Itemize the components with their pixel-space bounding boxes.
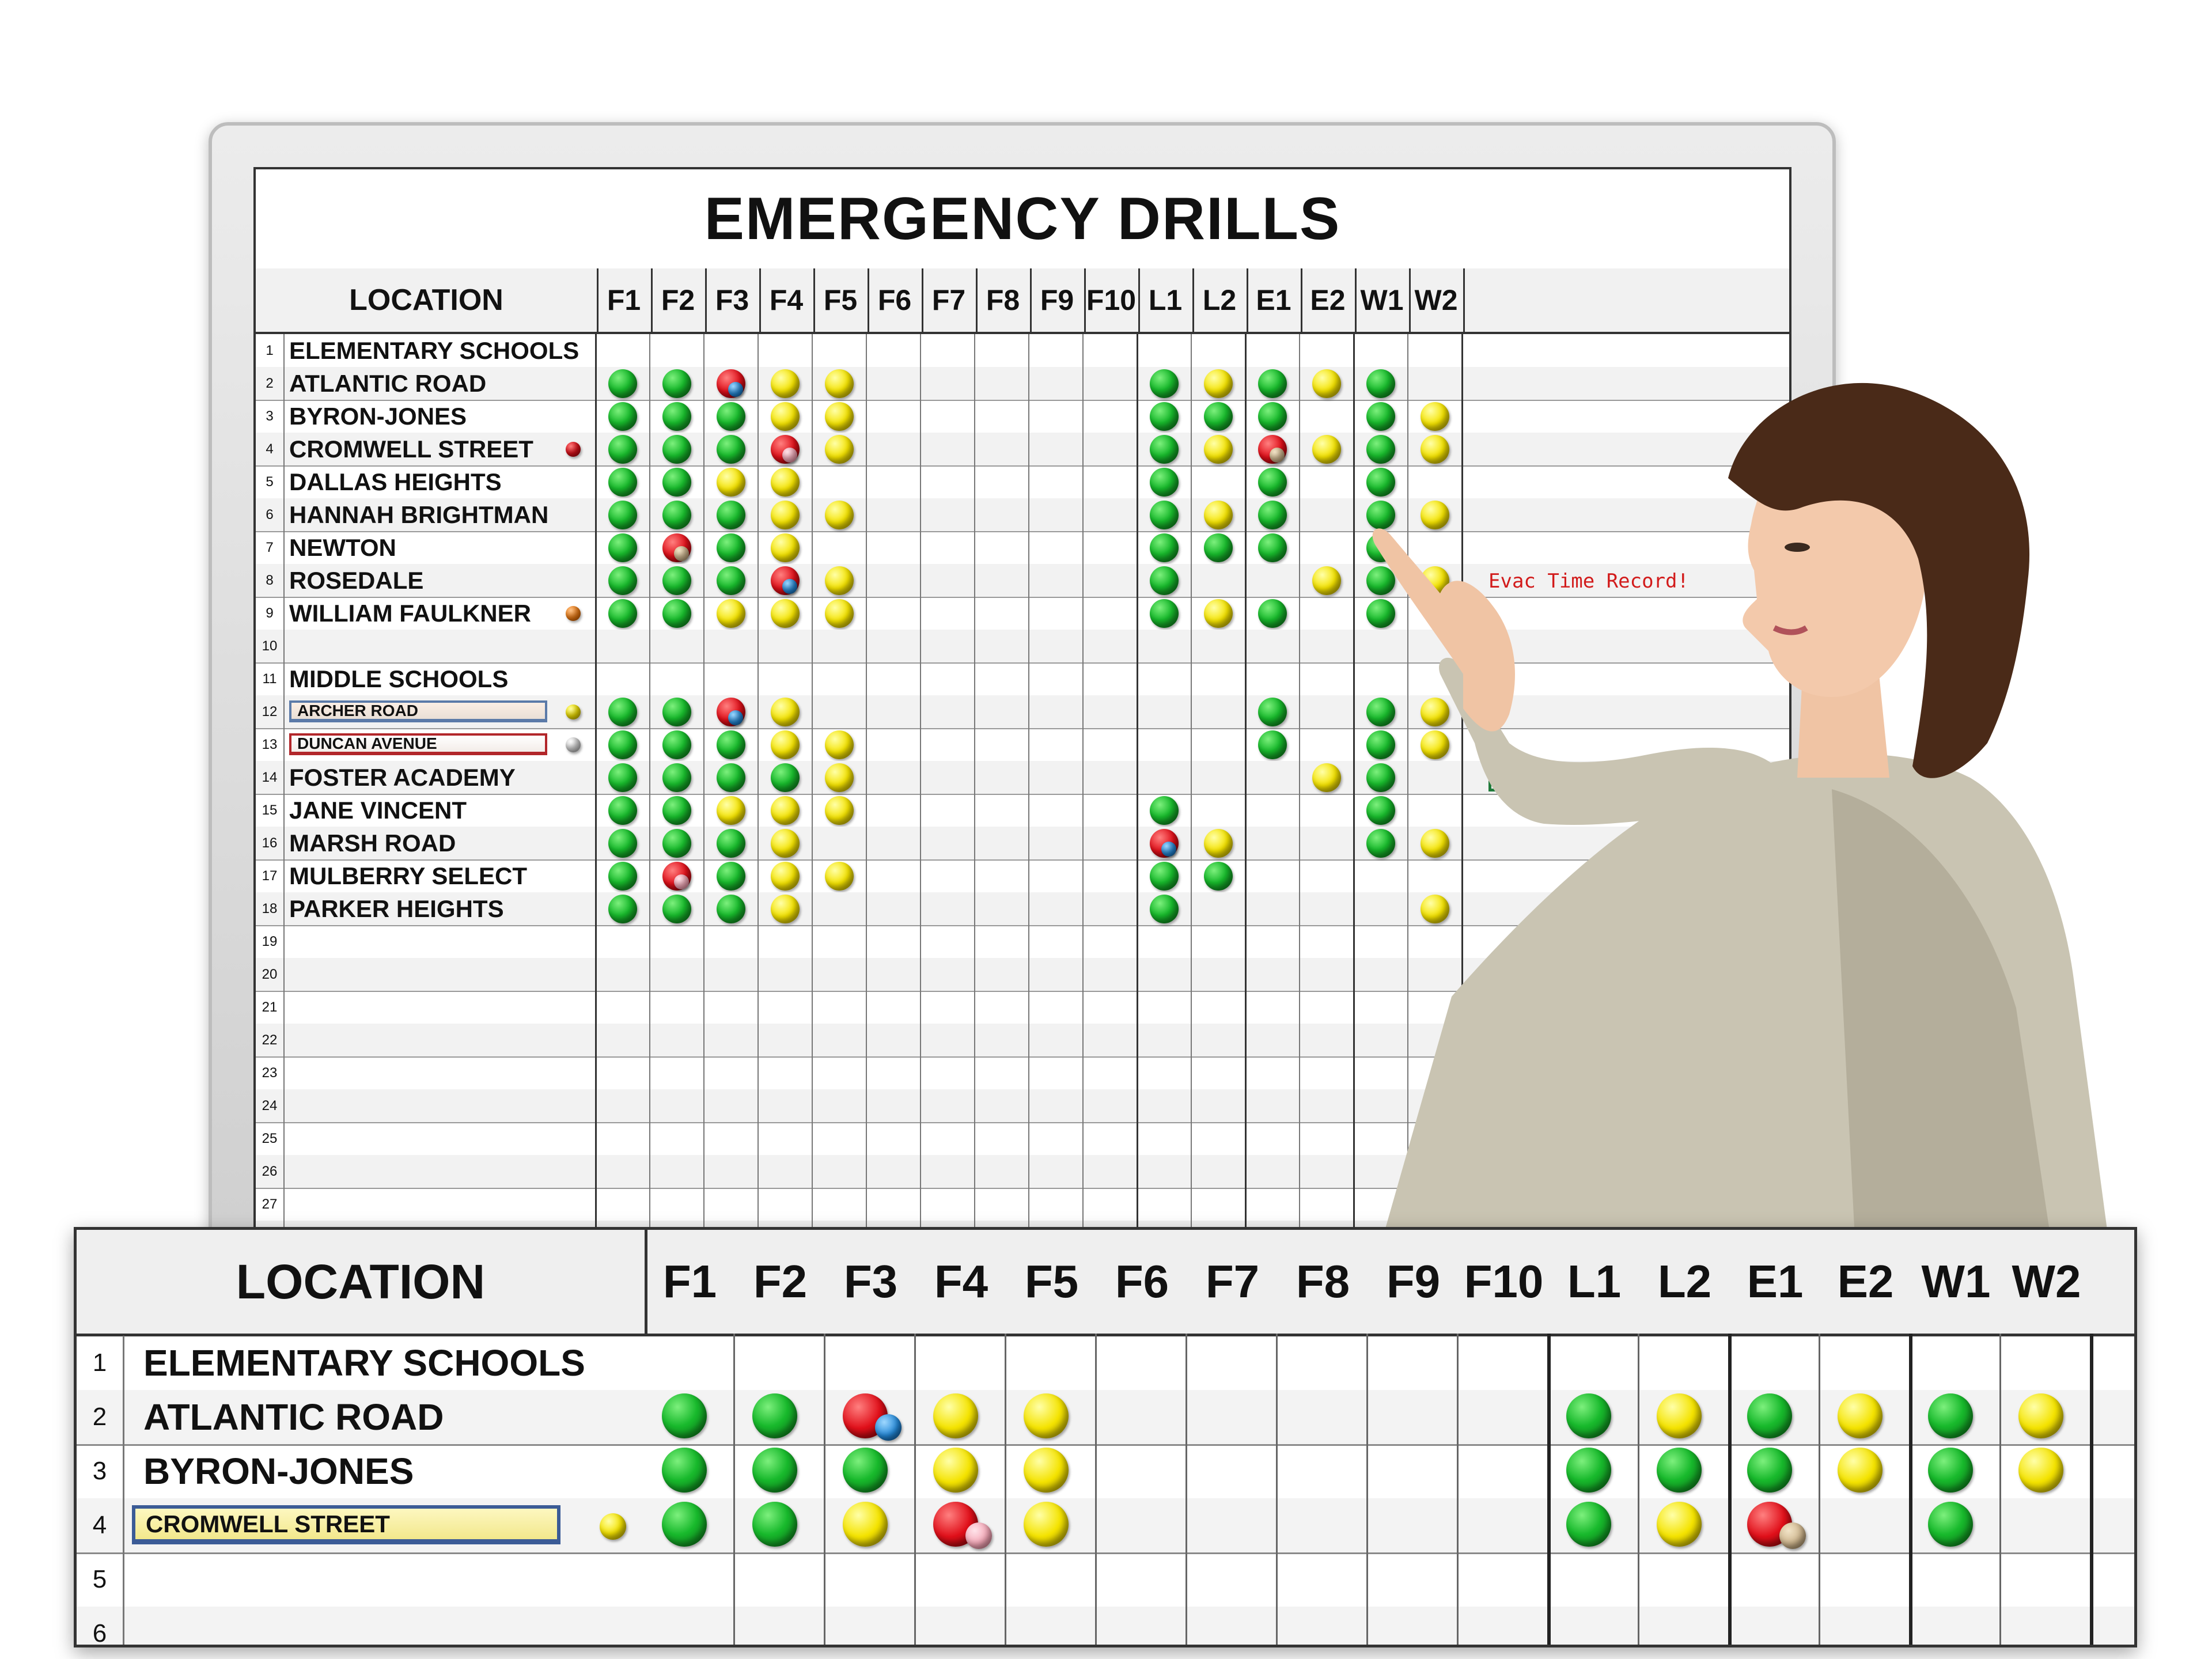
location-name: PARKER HEIGHTS — [289, 895, 504, 922]
status-magnet[interactable] — [608, 402, 637, 431]
row-number: 15 — [256, 794, 285, 827]
status-magnet[interactable] — [782, 579, 797, 594]
status-magnet[interactable] — [717, 566, 745, 595]
row-number: 10 — [256, 630, 285, 662]
zoom-status-magnet[interactable] — [1024, 1448, 1069, 1493]
zoom-column-header-e1: E1 — [1747, 1256, 1804, 1307]
status-magnet[interactable] — [608, 435, 637, 464]
location-label-strip[interactable]: ARCHER ROAD — [289, 700, 547, 722]
status-magnet[interactable] — [782, 448, 797, 463]
zoom-column-header-l2: L2 — [1657, 1256, 1712, 1307]
status-magnet[interactable] — [662, 369, 691, 398]
zoom-row — [77, 1607, 2134, 1647]
zoom-status-magnet[interactable] — [843, 1448, 888, 1493]
zoom-row-number: 6 — [77, 1607, 124, 1647]
zoom-location-label-strip[interactable]: CROMWELL STREET — [132, 1505, 560, 1544]
presenter-figure — [1037, 374, 2160, 1238]
zoom-grid-column-line — [1819, 1334, 1820, 1645]
column-header-f1: F1 — [597, 268, 653, 332]
zoom-status-magnet[interactable] — [2018, 1448, 2063, 1493]
zoom-header-row — [77, 1230, 2134, 1336]
zoom-column-header-f10: F10 — [1464, 1256, 1544, 1307]
zoom-grid-column-line — [1095, 1334, 1097, 1645]
status-magnet[interactable] — [608, 829, 637, 858]
status-magnet[interactable] — [825, 369, 854, 398]
location-name: FOSTER ACADEMY — [289, 763, 516, 791]
zoom-status-magnet[interactable] — [1566, 1502, 1611, 1547]
zoom-status-magnet[interactable] — [662, 1448, 707, 1493]
zoom-status-magnet[interactable] — [1838, 1448, 1883, 1493]
status-magnet[interactable] — [825, 599, 854, 628]
presenter-hand — [1373, 528, 1515, 731]
status-magnet[interactable] — [662, 796, 691, 825]
column-header-f9: F9 — [1030, 268, 1086, 332]
location-name: HANNAH BRIGHTMAN — [289, 501, 549, 528]
zoom-column-header-l1: L1 — [1567, 1256, 1622, 1307]
zoom-row-number: 3 — [77, 1444, 124, 1498]
zoom-status-magnet[interactable] — [752, 1393, 797, 1438]
zoom-column-header-w1: W1 — [1921, 1256, 1991, 1307]
zoom-grid-column-line — [914, 1334, 916, 1645]
zoom-status-magnet[interactable] — [2018, 1393, 2063, 1438]
status-magnet[interactable] — [717, 533, 745, 562]
row-number: 1 — [256, 334, 285, 367]
zoom-status-magnet[interactable] — [1928, 1502, 1973, 1547]
column-header-w2: W2 — [1409, 268, 1465, 332]
row-number: 6 — [256, 498, 285, 531]
status-magnet[interactable] — [825, 402, 854, 431]
row-number: 22 — [256, 1024, 285, 1056]
status-magnet[interactable] — [771, 763, 800, 792]
status-magnet[interactable] — [771, 468, 800, 497]
zoom-grid-column-line — [1909, 1334, 1912, 1645]
column-header-f5: F5 — [813, 268, 869, 332]
status-magnet[interactable] — [608, 468, 637, 497]
location-name: ELEMENTARY SCHOOLS — [289, 336, 579, 364]
status-magnet[interactable] — [608, 796, 637, 825]
evac-time-note: Evac Time Record! — [1488, 570, 1689, 593]
zoom-status-magnet[interactable] — [1838, 1393, 1883, 1438]
status-magnet[interactable] — [717, 763, 745, 792]
location-name: CROMWELL STREET — [289, 435, 533, 463]
row-number: 18 — [256, 892, 285, 925]
status-magnet[interactable] — [608, 599, 637, 628]
status-magnet[interactable] — [662, 501, 691, 529]
zoom-status-magnet[interactable] — [1928, 1393, 1973, 1438]
status-magnet[interactable] — [771, 599, 800, 628]
column-header-e1: E1 — [1247, 268, 1302, 332]
status-magnet[interactable] — [825, 435, 854, 464]
status-magnet[interactable] — [825, 501, 854, 529]
status-magnet[interactable] — [771, 862, 800, 891]
zoom-grid-column-line — [1547, 1334, 1551, 1645]
grid-column-line — [974, 334, 975, 1253]
presenter-eye — [1785, 543, 1810, 552]
grid-column-line — [595, 334, 597, 1253]
zoom-status-magnet[interactable] — [1566, 1448, 1611, 1493]
row-number: 5 — [256, 465, 285, 498]
zoom-status-magnet[interactable] — [1657, 1393, 1702, 1438]
status-magnet[interactable] — [662, 763, 691, 792]
location-name: BYRON-JONES — [289, 402, 467, 430]
zoom-grid-column-line — [1728, 1334, 1732, 1645]
zoom-status-magnet[interactable] — [752, 1448, 797, 1493]
location-name: ATLANTIC ROAD — [289, 369, 487, 397]
zoom-location-column-header: LOCATION — [77, 1230, 647, 1334]
grid-column-line — [920, 334, 921, 1253]
status-magnet[interactable] — [662, 468, 691, 497]
board-title: EMERGENCY DRILLS — [256, 169, 1789, 271]
row-number: 3 — [256, 400, 285, 433]
status-magnet[interactable] — [674, 546, 689, 561]
column-header-f4: F4 — [759, 268, 815, 332]
status-magnet[interactable] — [717, 501, 745, 529]
zoom-column-header-w2: W2 — [2012, 1256, 2081, 1307]
zoom-status-magnet[interactable] — [1928, 1448, 1973, 1493]
status-magnet[interactable] — [728, 710, 743, 725]
zoom-status-magnet[interactable] — [1566, 1393, 1611, 1438]
status-magnet[interactable] — [771, 829, 800, 858]
zoom-location-name: BYRON-JONES — [143, 1450, 414, 1492]
zoom-status-magnet[interactable] — [1747, 1448, 1792, 1493]
column-header-f3: F3 — [705, 268, 761, 332]
zoom-grid-column-line — [1276, 1334, 1278, 1645]
status-magnet[interactable] — [662, 730, 691, 759]
zoom-status-magnet[interactable] — [1747, 1393, 1792, 1438]
row-number: 11 — [256, 662, 285, 695]
row-number: 20 — [256, 958, 285, 991]
board-row — [256, 334, 1789, 368]
zoom-grid-column-line — [824, 1334, 825, 1645]
column-header-f2: F2 — [651, 268, 707, 332]
row-number: 2 — [256, 367, 285, 400]
location-marker-magnet[interactable] — [566, 737, 581, 752]
zoom-row — [77, 1444, 2134, 1500]
row-number: 23 — [256, 1056, 285, 1089]
status-magnet[interactable] — [771, 369, 800, 398]
column-header-w1: W1 — [1355, 268, 1411, 332]
row-number: 19 — [256, 925, 285, 958]
row-number: 9 — [256, 597, 285, 630]
column-header-e2: E2 — [1301, 268, 1357, 332]
zoom-status-magnet[interactable] — [1657, 1448, 1702, 1493]
zoom-status-magnet[interactable] — [933, 1448, 978, 1493]
zoom-column-header-f4: F4 — [934, 1256, 988, 1307]
zoom-column-header-f9: F9 — [1386, 1256, 1441, 1307]
zoom-status-magnet[interactable] — [933, 1393, 978, 1438]
location-name: DALLAS HEIGHTS — [289, 468, 502, 495]
location-name: NEWTON — [289, 533, 396, 561]
status-magnet[interactable] — [825, 862, 854, 891]
status-magnet[interactable] — [662, 599, 691, 628]
zoom-row — [77, 1498, 2134, 1554]
zoom-status-magnet[interactable] — [1779, 1522, 1806, 1549]
row-number: 26 — [256, 1155, 285, 1188]
location-marker-magnet[interactable] — [566, 704, 581, 719]
board-header-row — [256, 268, 1789, 334]
row-number: 12 — [256, 695, 285, 728]
zoom-grid-column-line — [1999, 1334, 2001, 1645]
row-number: 21 — [256, 991, 285, 1024]
zoom-detail-panel — [74, 1227, 2137, 1647]
status-magnet[interactable] — [662, 435, 691, 464]
status-magnet[interactable] — [662, 566, 691, 595]
grid-column-line — [757, 334, 759, 1253]
status-magnet[interactable] — [771, 402, 800, 431]
zoom-location-name: ELEMENTARY SCHOOLS — [143, 1342, 585, 1384]
status-magnet[interactable] — [825, 566, 854, 595]
zoom-status-magnet[interactable] — [1024, 1502, 1069, 1547]
column-header-l1: L1 — [1138, 268, 1194, 332]
status-magnet[interactable] — [608, 862, 637, 891]
status-magnet[interactable] — [674, 874, 689, 889]
row-number: 13 — [256, 728, 285, 761]
zoom-grid-column-line — [1366, 1334, 1368, 1645]
status-magnet[interactable] — [662, 402, 691, 431]
location-name: MULBERRY SELECT — [289, 862, 528, 889]
status-magnet[interactable] — [662, 829, 691, 858]
row-number: 4 — [256, 433, 285, 465]
status-magnet[interactable] — [608, 698, 637, 726]
location-name: ROSEDALE — [289, 566, 424, 594]
zoom-column-header-f8: F8 — [1296, 1256, 1350, 1307]
location-name: MIDDLE SCHOOLS — [289, 665, 509, 692]
status-magnet[interactable] — [825, 730, 854, 759]
status-magnet[interactable] — [608, 501, 637, 529]
column-header-f6: F6 — [868, 268, 923, 332]
zoom-row — [77, 1552, 2134, 1608]
zoom-grid-column-line — [1005, 1334, 1006, 1645]
status-magnet[interactable] — [717, 829, 745, 858]
zoom-status-magnet[interactable] — [1657, 1502, 1702, 1547]
column-header-l2: L2 — [1192, 268, 1248, 332]
status-magnet[interactable] — [608, 369, 637, 398]
location-name: JANE VINCENT — [289, 796, 467, 824]
column-header-f7: F7 — [922, 268, 978, 332]
location-marker-magnet[interactable] — [566, 606, 581, 621]
status-magnet[interactable] — [717, 599, 745, 628]
status-magnet[interactable] — [717, 468, 745, 497]
row-number: 8 — [256, 564, 285, 597]
zoom-status-magnet[interactable] — [1024, 1393, 1069, 1438]
status-magnet[interactable] — [608, 566, 637, 595]
grid-column-line — [866, 334, 867, 1253]
zoom-row — [77, 1336, 2134, 1392]
grid-column-line — [812, 334, 813, 1253]
zoom-grid-column-line — [1638, 1334, 1639, 1645]
zoom-row-number: 4 — [77, 1498, 124, 1552]
zoom-status-magnet[interactable] — [875, 1414, 902, 1441]
grid-column-line — [649, 334, 650, 1253]
row-number: 14 — [256, 761, 285, 794]
status-magnet[interactable] — [771, 698, 800, 726]
zoom-column-header-f3: F3 — [843, 1256, 898, 1307]
location-column-header: LOCATION — [256, 268, 599, 332]
zoom-row-number: 2 — [77, 1390, 124, 1444]
zoom-row-number: 1 — [77, 1336, 124, 1390]
zoom-row — [77, 1390, 2134, 1446]
status-magnet[interactable] — [608, 895, 637, 923]
status-magnet[interactable] — [825, 763, 854, 792]
status-magnet[interactable] — [662, 895, 691, 923]
status-magnet[interactable] — [717, 862, 745, 891]
zoom-column-header-f5: F5 — [1024, 1256, 1079, 1307]
status-magnet[interactable] — [717, 730, 745, 759]
location-name: MARSH ROAD — [289, 829, 456, 857]
zoom-status-magnet[interactable] — [662, 1393, 707, 1438]
row-number: 7 — [256, 531, 285, 564]
zoom-grid-column-line — [1185, 1334, 1187, 1645]
column-header-f8: F8 — [976, 268, 1032, 332]
zoom-column-header-e2: E2 — [1837, 1256, 1894, 1307]
row-number: 16 — [256, 827, 285, 859]
location-label-strip[interactable]: DUNCAN AVENUE — [289, 733, 547, 755]
zoom-column-header-f6: F6 — [1115, 1256, 1169, 1307]
status-magnet[interactable] — [717, 402, 745, 431]
status-magnet[interactable] — [771, 796, 800, 825]
location-name: WILLIAM FAULKNER — [289, 599, 531, 627]
zoom-grid-column-line — [733, 1334, 735, 1645]
zoom-row-number: 5 — [77, 1552, 124, 1607]
zoom-grid-column-line — [2090, 1334, 2093, 1645]
row-number: 24 — [256, 1089, 285, 1122]
row-number: 25 — [256, 1122, 285, 1155]
status-magnet[interactable] — [771, 730, 800, 759]
grid-column-line — [703, 334, 704, 1253]
zoom-column-header-f1: F1 — [662, 1256, 717, 1307]
status-magnet[interactable] — [717, 895, 745, 923]
status-magnet[interactable] — [608, 533, 637, 562]
status-magnet[interactable] — [717, 796, 745, 825]
zoom-status-magnet[interactable] — [843, 1502, 888, 1547]
status-magnet[interactable] — [771, 895, 800, 923]
row-number: 17 — [256, 859, 285, 892]
grid-column-line — [1028, 334, 1029, 1253]
status-magnet[interactable] — [662, 698, 691, 726]
status-magnet[interactable] — [825, 796, 854, 825]
zoom-column-header-f7: F7 — [1205, 1256, 1260, 1307]
zoom-status-magnet[interactable] — [662, 1502, 707, 1547]
location-marker-magnet[interactable] — [566, 442, 581, 457]
status-magnet[interactable] — [771, 501, 800, 529]
status-magnet[interactable] — [717, 435, 745, 464]
column-header-f10: F10 — [1084, 268, 1140, 332]
status-magnet[interactable] — [728, 382, 743, 397]
zoom-grid-column-line — [1457, 1334, 1459, 1645]
zoom-location-marker-magnet[interactable] — [600, 1513, 626, 1540]
zoom-status-magnet[interactable] — [965, 1522, 992, 1549]
status-magnet[interactable] — [608, 730, 637, 759]
row-number: 27 — [256, 1188, 285, 1221]
status-magnet[interactable] — [771, 533, 800, 562]
zoom-column-header-f2: F2 — [753, 1256, 808, 1307]
zoom-status-magnet[interactable] — [752, 1502, 797, 1547]
status-magnet[interactable] — [608, 763, 637, 792]
zoom-location-name: ATLANTIC ROAD — [143, 1396, 444, 1438]
